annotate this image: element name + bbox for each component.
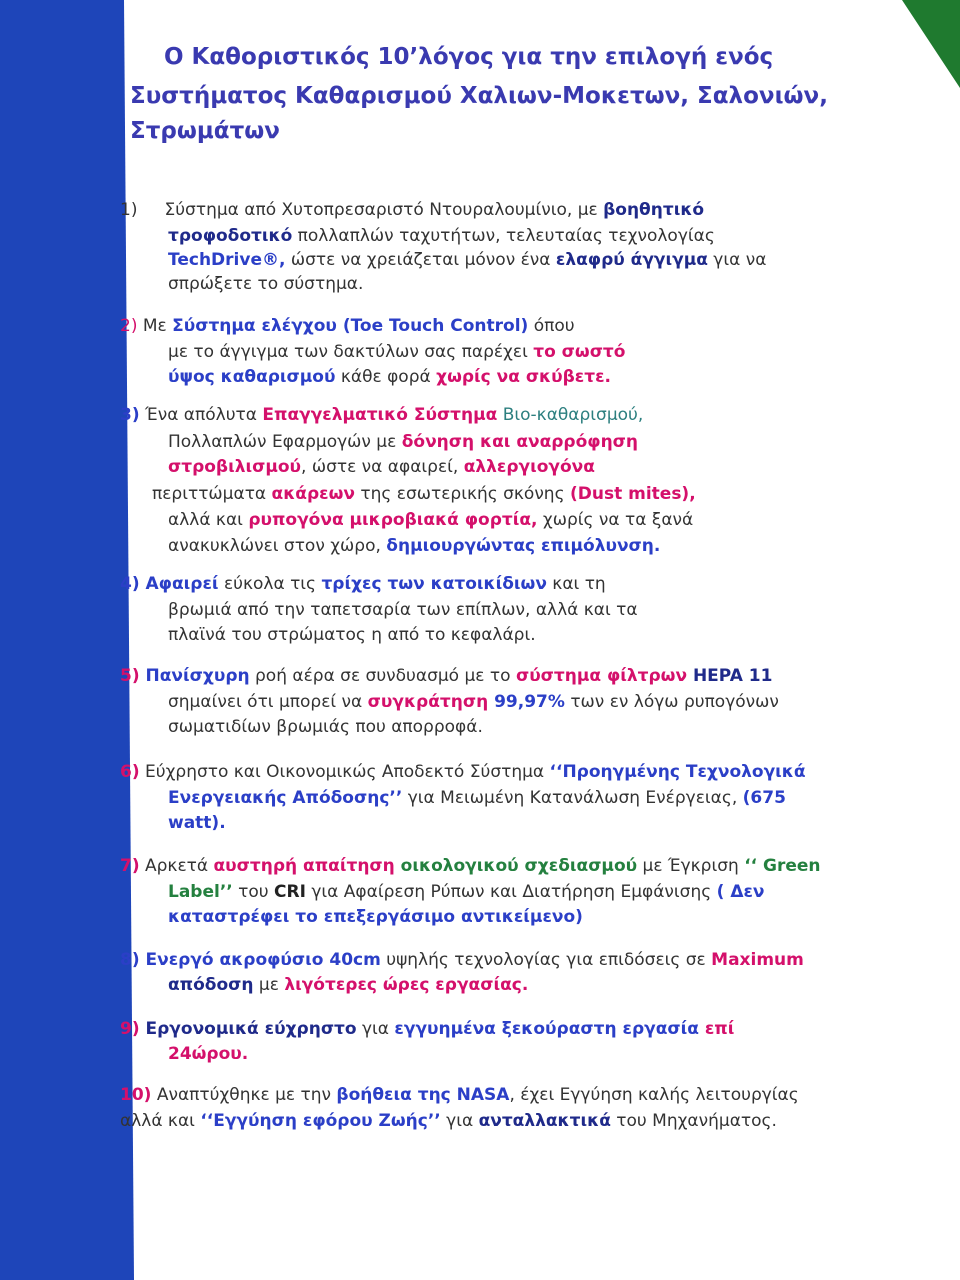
- item-4-line-1: [120, 574, 606, 594]
- highlight: λιγότερες ώρες εργασίας.: [284, 975, 529, 995]
- item-9-line-1: [120, 1019, 734, 1039]
- item-8-line-1: [120, 950, 804, 970]
- item-9-line-2: [168, 1044, 248, 1064]
- highlight: στροβιλισμού: [168, 457, 302, 477]
- text: και τη: [546, 574, 606, 594]
- highlight: ‘‘Εγγύηση εφόρου Ζωής’’: [200, 1111, 441, 1131]
- page-title-line-1: Ο Καθοριστικός 10’λόγος για την επιλογή ενός: [164, 44, 774, 70]
- text: Με: [137, 316, 173, 336]
- item-7-number: 7): [120, 856, 140, 876]
- text: κάθε φορά: [335, 367, 437, 387]
- highlight: ελαφρύ άγγιγμα: [555, 250, 708, 270]
- text: ανακυκλώνει στον χώρο,: [168, 536, 387, 556]
- item-3-line-5: [168, 510, 693, 530]
- item-3-line-6: [168, 536, 660, 556]
- text: με το άγγιγμα των δακτύλων σας παρέχει: [168, 342, 534, 362]
- text: εύκολα τις: [218, 574, 322, 594]
- highlight: Label’’: [168, 882, 233, 902]
- item-5-line-3: [168, 717, 483, 737]
- highlight: τρίχες των κατοικίδιων: [321, 574, 547, 594]
- item-2-line-3: [168, 367, 611, 387]
- item-1-line-3: [168, 250, 766, 270]
- highlight: Πανίσχυρη: [139, 666, 250, 686]
- text: των εν λόγω ρυπογόνων: [564, 692, 779, 712]
- highlight: χωρίς να σκύβετε.: [436, 367, 612, 387]
- highlight: Αφαιρεί: [139, 574, 219, 594]
- item-5-line-2: [168, 692, 779, 712]
- highlight: (675: [742, 788, 786, 808]
- text: για: [440, 1111, 479, 1131]
- item-3-line-2: [168, 432, 638, 452]
- highlight: το σωστό: [533, 342, 626, 362]
- item-3-line-3: [168, 457, 595, 477]
- highlight: 24ώρου.: [168, 1044, 249, 1064]
- item-10-line-2: [120, 1111, 777, 1131]
- item-5-number: 5): [120, 666, 140, 686]
- item-4-number: 4): [120, 574, 140, 594]
- text: Πολλαπλών Εφαρμογών με: [168, 432, 402, 452]
- text: Σύστημα από Χυτοπρεσαριστό Ντουραλουμίνιο, με: [164, 200, 604, 220]
- text: για: [356, 1019, 395, 1039]
- highlight: εγγυημένα ξεκούραστη εργασία: [394, 1019, 699, 1039]
- item-6-line-2: [168, 788, 786, 808]
- text: αλλά και: [168, 510, 249, 530]
- item-2-line-2: [168, 342, 625, 362]
- highlight: HEPA 11: [687, 666, 773, 686]
- highlight: ‘‘Προηγμένης Τεχνολογικά: [549, 762, 806, 782]
- item-1-line-4: [168, 274, 363, 294]
- item-10-line-1: [120, 1085, 799, 1105]
- item-1-line-2: [168, 226, 715, 246]
- item-7-line-2: [168, 882, 765, 902]
- highlight: βοήθεια της NASA: [336, 1085, 510, 1105]
- item-9-number: 9): [120, 1019, 140, 1039]
- text: με: [253, 975, 285, 995]
- highlight: Σύστημα ελέγχου: [172, 316, 337, 336]
- item-8-line-2: [168, 975, 528, 995]
- highlight: TechDrive®,: [168, 250, 286, 270]
- highlight: συγκράτηση: [367, 692, 489, 712]
- item-6-number: 6): [120, 762, 140, 782]
- highlight: (Toe Touch Control): [336, 316, 529, 336]
- highlight: οικολογικού σχεδιασμού: [394, 856, 638, 876]
- text: Ένα απόλυτα: [139, 405, 263, 425]
- item-10-number: 10): [120, 1085, 152, 1105]
- text: πλαϊνά του στρώματος η από το κεφαλάρι.: [168, 625, 536, 645]
- text: Αρκετά: [139, 856, 214, 876]
- item-8-number: 8): [120, 950, 140, 970]
- text: της εσωτερικής σκόνης: [354, 484, 570, 504]
- item-1-number: 1): [120, 200, 138, 220]
- page-title-line-3: Στρωμάτων: [130, 118, 280, 144]
- highlight: Ενεργό ακροφύσιο 40cm: [139, 950, 381, 970]
- highlight: τροφοδοτικό: [168, 226, 293, 246]
- page-title-line-2: Συστήματος Καθαρισμού Χαλιων-Μοκετων, Σαλονιών,: [130, 83, 828, 109]
- text: περιττώματα: [152, 484, 272, 504]
- highlight: αλλεργιογόνα: [463, 457, 595, 477]
- text: για να: [707, 250, 767, 270]
- text: βρωμιά από την ταπετσαρία των επίπλων, αλλά και τα: [168, 600, 638, 620]
- text: αλλά και: [120, 1111, 201, 1131]
- item-3-number: 3): [120, 405, 140, 425]
- item-3-line-4: [152, 484, 696, 504]
- highlight: βοηθητικό: [603, 200, 705, 220]
- item-5-line-1: [120, 666, 772, 686]
- highlight: σύστημα φίλτρων: [515, 666, 688, 686]
- item-1-line-1: [120, 200, 704, 220]
- item-6-line-1: [120, 762, 806, 782]
- highlight: δημιουργώντας επιμόλυνση.: [386, 536, 661, 556]
- highlight: Ενεργειακής Απόδοσης’’: [168, 788, 403, 808]
- item-7-line-3: [168, 907, 583, 927]
- item-4-line-3: [168, 625, 536, 645]
- item-2-line-1: [120, 316, 575, 336]
- text: με Έγκριση: [637, 856, 745, 876]
- item-7-line-1: [120, 856, 821, 876]
- text: σημαίνει ότι μπορεί να: [168, 692, 368, 712]
- text: Εύχρηστο και Οικονομικώς Αποδεκτό Σύστημα: [139, 762, 550, 782]
- text: Αναπτύχθηκε με την: [151, 1085, 337, 1105]
- highlight: ‘‘ Green: [744, 856, 821, 876]
- text: υψηλής τεχνολογίας για επιδόσεις σε: [380, 950, 712, 970]
- text: για Αφαίρεση Ρύπων και Διατήρηση Εμφάνισης: [305, 882, 717, 902]
- highlight: ακάρεων: [271, 484, 355, 504]
- highlight: 99,97%: [488, 692, 565, 712]
- text: για Μειωμένη Κατανάλωση Ενέργειας,: [402, 788, 743, 808]
- text: ώστε να χρειάζεται μόνον ένα: [285, 250, 556, 270]
- text: του Μηχανήματος.: [610, 1111, 777, 1131]
- text: , ώστε να αφαιρεί,: [301, 457, 464, 477]
- highlight: απόδοση: [168, 975, 254, 995]
- highlight: CRI: [274, 882, 306, 902]
- text: πολλαπλών ταχυτήτων, τελευταίας τεχνολογίας: [292, 226, 715, 246]
- highlight: Maximum: [711, 950, 804, 970]
- highlight: καταστρέφει το επεξεργάσιμο αντικείμενο): [168, 907, 583, 927]
- highlight: ( Δεν: [716, 882, 765, 902]
- item-6-line-3: [168, 813, 226, 833]
- highlight: Εργονομικά εύχρηστο: [139, 1019, 357, 1039]
- highlight: δόνηση και αναρρόφηση: [401, 432, 639, 452]
- text: σωματιδίων βρωμιάς που απορροφά.: [168, 717, 483, 737]
- highlight: επί: [698, 1019, 735, 1039]
- highlight: Βιο-καθαρισμού,: [497, 405, 644, 425]
- highlight: Επαγγελματικό Σύστημα: [262, 405, 498, 425]
- highlight: ρυπογόνα μικροβιακά φορτία,: [248, 510, 538, 530]
- text: ροή αέρα σε συνδυασμό με το: [249, 666, 516, 686]
- text: , έχει Εγγύηση καλής λειτουργίας: [509, 1085, 799, 1105]
- highlight: ανταλλακτικά: [478, 1111, 611, 1131]
- highlight: (Dust mites),: [569, 484, 696, 504]
- item-4-line-2: [168, 600, 638, 620]
- text: όπου: [528, 316, 575, 336]
- item-2-number: 2): [120, 316, 138, 336]
- item-3-line-1: [120, 405, 643, 425]
- highlight: watt).: [168, 813, 226, 833]
- text: του: [232, 882, 275, 902]
- text: χωρίς να τα ξανά: [537, 510, 694, 530]
- highlight: αυστηρή απαίτηση: [213, 856, 395, 876]
- text: σπρώξετε το σύστημα.: [168, 274, 364, 294]
- highlight: ύψος καθαρισμού: [168, 367, 336, 387]
